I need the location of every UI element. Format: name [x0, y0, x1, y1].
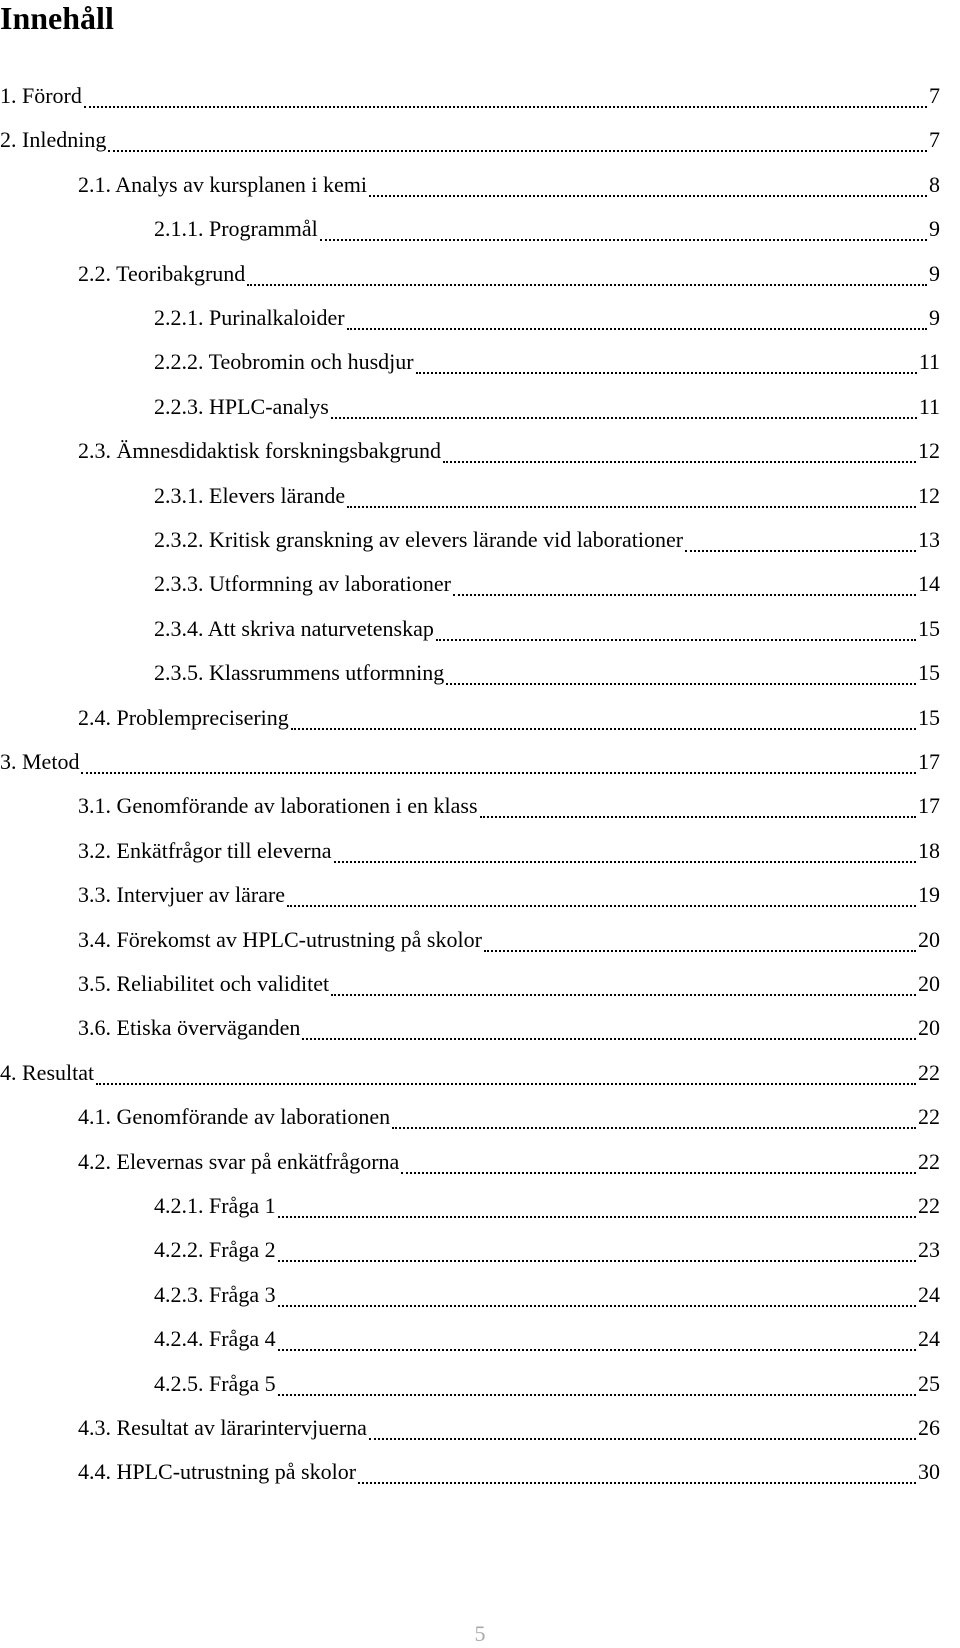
page-title: Innehåll: [0, 0, 114, 36]
toc-dot-leader: [320, 239, 927, 241]
toc-entry-label: 4.2.2. Fråga 2: [154, 1237, 276, 1263]
toc-entry[interactable]: [154, 393, 940, 421]
toc-dot-leader: [347, 328, 927, 330]
toc-dot-leader: [436, 639, 916, 641]
toc-entry[interactable]: [154, 482, 940, 510]
toc-entry[interactable]: [78, 1014, 940, 1042]
toc-entry-label: 2.3.4. Att skriva naturvetenskap: [154, 615, 434, 641]
toc-entry[interactable]: [78, 837, 940, 865]
toc-entry-page: 22: [918, 1193, 940, 1218]
toc-entry-label: 2.2. Teoribakgrund: [78, 260, 246, 286]
toc-entry-page: 11: [918, 393, 940, 419]
toc-entry-label: 1. Förord: [0, 83, 82, 108]
toc-dot-leader: [331, 994, 916, 996]
toc-entry-page: 9: [929, 260, 940, 286]
toc-dot-leader: [302, 1038, 916, 1040]
toc-entry-page: 20: [918, 926, 940, 952]
toc-entry-label: 2.2.2. Teobromin och husdjur: [154, 349, 414, 375]
toc-entry-label: 4.2.1. Fråga 1: [154, 1193, 276, 1218]
toc-entry-page: 13: [918, 527, 940, 552]
toc-entry-page: 26: [918, 1415, 940, 1440]
toc-dot-leader: [331, 417, 917, 419]
toc-entry-page: 12: [918, 482, 940, 508]
toc-entry-page: 15: [918, 615, 940, 641]
toc-entry[interactable]: [78, 704, 940, 732]
toc-dot-leader: [287, 905, 916, 907]
toc-entry-page: 17: [918, 749, 940, 774]
toc-entry-label: 4.1. Genomförande av laborationen: [78, 1104, 391, 1130]
toc-entry[interactable]: [154, 1192, 940, 1220]
toc-entry[interactable]: [78, 1414, 940, 1442]
toc-entry-label: 3.1. Genomförande av laborationen i en klass: [78, 793, 478, 819]
toc-dot-leader: [443, 461, 916, 463]
toc-entry-page: 19: [918, 882, 940, 908]
toc-entry[interactable]: [78, 970, 940, 998]
toc-entry-label: 4.2.3. Fråga 3: [154, 1281, 276, 1307]
toc-dot-leader: [347, 506, 916, 508]
toc-entry-label: 2.3.1. Elevers lärande: [154, 482, 346, 508]
toc-entry[interactable]: [154, 570, 940, 598]
toc-dot-leader: [453, 594, 916, 596]
toc-entry-page: 20: [918, 971, 940, 996]
toc-entry-page: 25: [918, 1370, 940, 1396]
toc-dot-leader: [446, 683, 916, 685]
toc-dot-leader: [81, 772, 916, 774]
toc-dot-leader: [278, 1216, 916, 1218]
toc-entry-page: 12: [918, 438, 940, 464]
toc-entry-label: 3.2. Enkätfrågor till eleverna: [78, 837, 332, 863]
toc-entry-page: 24: [918, 1326, 940, 1352]
toc-entry[interactable]: [78, 260, 940, 288]
toc-entry-label: 2.2.1. Purinalkaloider: [154, 305, 345, 330]
toc-entry-page: 11: [918, 349, 940, 375]
toc-entry-page: 18: [918, 837, 940, 863]
toc-entry-label: 4.2. Elevernas svar på enkätfrågorna: [78, 1148, 400, 1174]
toc-entry[interactable]: [78, 881, 940, 909]
toc-entry[interactable]: [78, 1148, 940, 1176]
toc-entry-label: 2. Inledning: [0, 127, 107, 153]
toc-entry[interactable]: [154, 1236, 940, 1264]
toc-entry-label: 3.6. Etiska överväganden: [78, 1015, 301, 1041]
toc-entry-label: 2.2.3. HPLC-analys: [154, 393, 329, 419]
toc-entry-label: 2.1.1. Programmål: [154, 216, 318, 242]
toc-dot-leader: [96, 1083, 916, 1085]
toc-entry-label: 3.4. Förekomst av HPLC-utrustning på skolor: [78, 926, 482, 952]
toc-entry-page: 22: [918, 1059, 940, 1085]
toc-entry-page: 9: [929, 305, 940, 330]
toc-entry-page: 14: [918, 571, 940, 597]
toc-entry[interactable]: [154, 304, 940, 332]
toc-entry-label: 2.3.3. Utformning av laborationer: [154, 571, 451, 597]
toc-entry-page: 9: [929, 216, 940, 242]
toc-entry-label: 3. Metod: [0, 749, 80, 774]
toc-entry-page: 8: [929, 171, 940, 197]
toc-dot-leader: [108, 150, 927, 152]
toc-dot-leader: [278, 1394, 916, 1396]
toc-entry-label: 2.3. Ämnesdidaktisk forskningsbakgrund: [78, 438, 441, 464]
toc-dot-leader: [369, 1438, 916, 1440]
toc-entry[interactable]: [78, 792, 940, 820]
toc-dot-leader: [291, 728, 916, 730]
toc-entry[interactable]: [78, 1458, 940, 1486]
toc-entry-page: 30: [918, 1459, 940, 1485]
toc-dot-leader: [358, 1482, 916, 1484]
toc-dot-leader: [392, 1127, 916, 1129]
toc-entry[interactable]: [0, 82, 940, 110]
toc-entry-label: 3.3. Intervjuer av lärare: [78, 882, 286, 908]
toc-entry-label: 4.3. Resultat av lärarintervjuerna: [78, 1415, 367, 1440]
toc-entry-page: 22: [918, 1148, 940, 1174]
toc-entry[interactable]: [78, 1103, 940, 1131]
toc-entry[interactable]: [78, 926, 940, 954]
toc-entry[interactable]: [0, 126, 940, 154]
toc-entry[interactable]: [78, 171, 940, 199]
toc-dot-leader: [278, 1305, 916, 1307]
toc-dot-leader: [484, 950, 916, 952]
toc-entry-label: 4. Resultat: [0, 1059, 95, 1085]
toc-entry-page: 24: [918, 1281, 940, 1307]
toc-dot-leader: [334, 861, 916, 863]
toc-entry[interactable]: [154, 1281, 940, 1309]
footer-page-number: 5: [474, 1621, 486, 1646]
toc-entry-label: 4.4. HPLC-utrustning på skolor: [78, 1459, 357, 1485]
toc-entry[interactable]: [78, 437, 940, 465]
toc-entry-label: 3.5. Reliabilitet och validitet: [78, 971, 330, 996]
toc-entry-page: 20: [918, 1015, 940, 1041]
toc-entry-page: 7: [929, 127, 940, 153]
toc-entry-label: 2.1. Analys av kursplanen i kemi: [78, 171, 368, 197]
toc-entry[interactable]: [154, 526, 940, 554]
toc-entry[interactable]: [154, 348, 940, 376]
toc-entry[interactable]: [154, 659, 940, 687]
toc-entry-label: 4.2.5. Fråga 5: [154, 1370, 276, 1396]
toc-dot-leader: [278, 1349, 916, 1351]
toc-entry-label: 4.2.4. Fråga 4: [154, 1326, 276, 1352]
toc-entry-page: 7: [929, 83, 940, 108]
toc-dot-leader: [480, 816, 916, 818]
toc-dot-leader: [84, 106, 927, 108]
toc-entry[interactable]: [0, 748, 940, 776]
toc-entry-page: 22: [918, 1104, 940, 1130]
toc-entry-label: 2.3.5. Klassrummens utformning: [154, 660, 445, 686]
toc-entry-page: 23: [918, 1237, 940, 1263]
toc-entry[interactable]: [154, 1370, 940, 1398]
toc-dot-leader: [401, 1172, 916, 1174]
toc-entry[interactable]: [154, 615, 940, 643]
toc-dot-leader: [247, 284, 927, 286]
toc-entry[interactable]: [0, 1059, 940, 1087]
toc-dot-leader: [685, 550, 916, 552]
toc-entry[interactable]: [154, 215, 940, 243]
toc-dot-leader: [278, 1260, 916, 1262]
toc-dot-leader: [369, 195, 927, 197]
toc-dot-leader: [416, 372, 917, 374]
toc-entry[interactable]: [154, 1325, 940, 1353]
toc-entry-page: 15: [918, 660, 940, 686]
toc-entry-label: 2.3.2. Kritisk granskning av elevers lärande vid laborationer: [154, 527, 684, 552]
toc-entry-label: 2.4. Problemprecisering: [78, 704, 289, 730]
toc-entry-page: 15: [918, 704, 940, 730]
toc-entry-page: 17: [918, 793, 940, 819]
